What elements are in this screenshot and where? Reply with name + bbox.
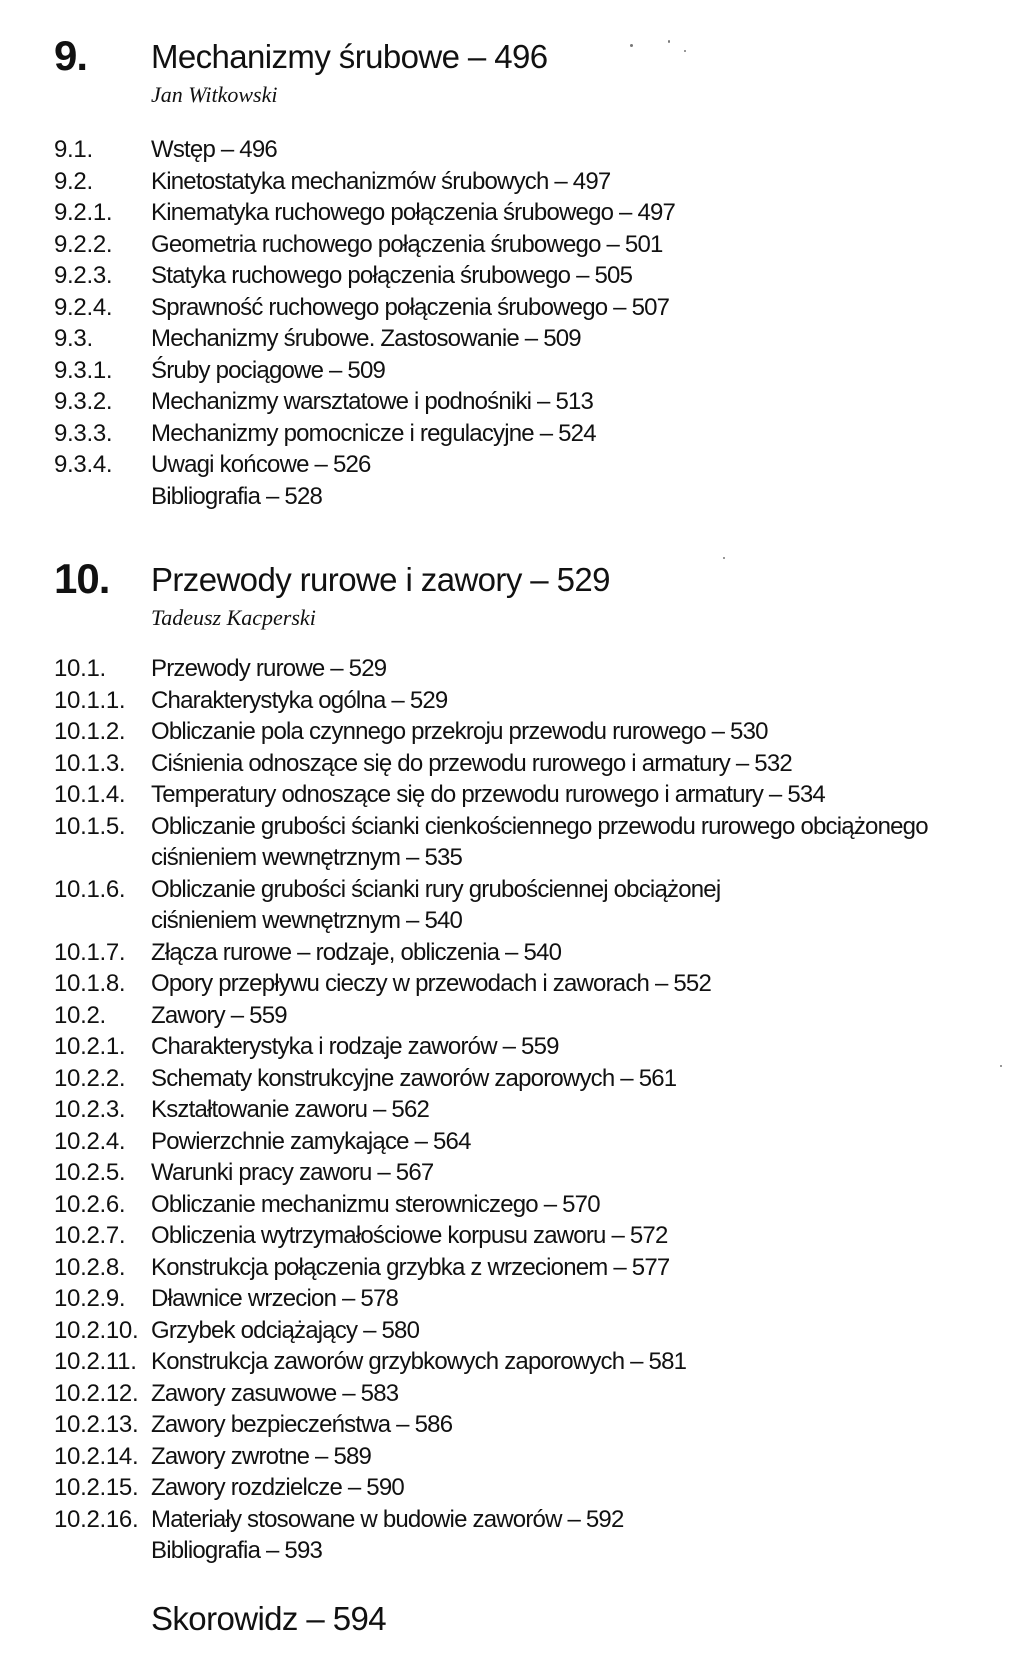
- chapter-title: Mechanizmy śrubowe – 496: [151, 38, 548, 75]
- entry-title: Przewody rurowe – 529: [151, 655, 387, 682]
- entry-title: Obliczanie mechanizmu sterowniczego – 570: [151, 1190, 600, 1218]
- toc-entry: [0, 197, 1032, 229]
- toc-entry-bibliography: [0, 481, 1032, 513]
- entry-title: Zawory bezpieczeństwa – 586: [151, 1411, 453, 1438]
- entry-number: 10.1.5.: [54, 812, 126, 840]
- entry-title: Opory przepływu cieczy w przewodach i zaworach – 552: [151, 970, 712, 997]
- toc-entry: [0, 1189, 1032, 1221]
- toc-entry: [0, 1031, 1032, 1063]
- entry-title: Mechanizmy pomocnicze i regulacyjne – 524: [151, 419, 596, 447]
- entry-number: 10.2.14.: [54, 1442, 139, 1470]
- entry-title: Kinetostatyka mechanizmów śrubowych – 497: [151, 167, 611, 195]
- toc-entry: [0, 449, 1032, 481]
- entry-number: 10.1.1.: [54, 686, 126, 714]
- entry-title: Statyka ruchowego połączenia śrubowego – 505: [151, 262, 633, 289]
- entry-number: 10.1.: [54, 655, 106, 682]
- toc-entry: [0, 1252, 1032, 1284]
- toc-entry: [0, 292, 1032, 324]
- entry-number: 9.2.1.: [54, 199, 113, 226]
- chapter-author: Jan Witkowski: [151, 82, 278, 107]
- entry-number: 9.3.3.: [54, 419, 113, 447]
- entry-title: Materiały stosowane w budowie zaworów – 592: [151, 1505, 624, 1533]
- entry-number: 10.2.3.: [54, 1096, 126, 1123]
- toc-entry: [0, 260, 1032, 292]
- toc-entry: [0, 386, 1032, 418]
- toc-entry: [0, 685, 1032, 717]
- entry-number: 10.2.1.: [54, 1033, 126, 1060]
- toc-entry: [0, 1504, 1032, 1536]
- index-heading: Skorowidz – 594: [151, 1600, 386, 1637]
- toc-entry: [0, 779, 1032, 811]
- toc-entry: [0, 1378, 1032, 1410]
- entry-number: 9.3.1.: [54, 356, 113, 384]
- entry-title: Powierzchnie zamykające – 564: [151, 1127, 471, 1155]
- entry-title: Grzybek odciążający – 580: [151, 1316, 420, 1344]
- entry-title: Ciśnienia odnoszące się do przewodu rurowego i armatury – 532: [151, 749, 792, 777]
- entry-number: 10.2.4.: [54, 1127, 126, 1155]
- entry-title: Bibliografia – 593: [151, 1537, 323, 1564]
- toc-entry: [0, 1472, 1032, 1504]
- entry-title: Bibliografia – 528: [151, 482, 323, 510]
- entry-number: 10.2.12.: [54, 1379, 139, 1407]
- entry-number: 10.2.9.: [54, 1285, 126, 1312]
- toc-entry: [0, 1063, 1032, 1095]
- entry-number: 10.2.5.: [54, 1159, 126, 1186]
- toc-entry: [0, 166, 1032, 198]
- toc-entry: [0, 1441, 1032, 1473]
- entry-title: Mechanizmy warsztatowe i podnośniki – 513: [151, 388, 594, 415]
- chapter-number: 9.: [54, 32, 88, 79]
- toc-entry: [0, 134, 1032, 166]
- entry-number: 9.3.2.: [54, 388, 113, 415]
- entry-number: 10.2.: [54, 1001, 106, 1029]
- toc-entry: [0, 1315, 1032, 1347]
- entry-title: Kształtowanie zaworu – 562: [151, 1096, 430, 1123]
- entry-title: Konstrukcja połączenia grzybka z wrzecionem – 577: [151, 1253, 670, 1281]
- toc-entry: [0, 323, 1032, 355]
- entry-number: 10.2.10.: [54, 1316, 139, 1344]
- entry-number: 10.1.8.: [54, 970, 126, 997]
- toc-entry: [0, 1409, 1032, 1441]
- entry-title: Złącza rurowe – rodzaje, obliczenia – 540: [151, 938, 562, 966]
- toc-entry: [0, 1346, 1032, 1378]
- entry-number: 10.1.6.: [54, 875, 126, 903]
- entry-number: 10.2.13.: [54, 1411, 139, 1438]
- chapter-9: [0, 28, 1032, 512]
- entry-title: Schematy konstrukcyjne zaworów zaporowych – 561: [151, 1064, 677, 1092]
- entry-title: Wstęp – 496: [151, 136, 277, 163]
- entry-title: Temperatury odnoszące się do przewodu rurowego i armatury – 534: [151, 781, 825, 808]
- entry-number: 9.2.: [54, 167, 93, 195]
- chapter-10: [0, 551, 1032, 1567]
- entry-number: 10.1.3.: [54, 749, 126, 777]
- toc-entry: [0, 1157, 1032, 1189]
- entry-title: Obliczanie pola czynnego przekroju przewodu rurowego – 530: [151, 718, 768, 745]
- entry-number: 9.2.4.: [54, 293, 113, 321]
- entry-number: 10.2.2.: [54, 1064, 126, 1092]
- entry-title: Charakterystyka i rodzaje zaworów – 559: [151, 1033, 559, 1060]
- entry-title: Obliczanie grubości ścianki cienkościennego przewodu rurowego obciążonego ciśnieniem wewnętrznym – 535: [151, 812, 928, 871]
- entry-number: 10.2.16.: [54, 1505, 139, 1533]
- entry-number: 9.1.: [54, 136, 93, 163]
- entry-title: Warunki pracy zaworu – 567: [151, 1159, 434, 1186]
- entry-number: 9.2.3.: [54, 262, 113, 289]
- toc-entry: [0, 968, 1032, 1000]
- entry-number: 9.3.4.: [54, 451, 113, 478]
- toc-list: [0, 134, 1032, 512]
- chapter-title: Przewody rurowe i zawory – 529: [151, 561, 610, 598]
- chapter-number: 10.: [54, 555, 110, 602]
- chapter-heading: [0, 28, 1032, 84]
- toc-entry: [0, 1094, 1032, 1126]
- entry-title: Mechanizmy śrubowe. Zastosowanie – 509: [151, 325, 581, 352]
- entry-title: Obliczenia wytrzymałościowe korpusu zaworu – 572: [151, 1222, 668, 1249]
- toc-list: [0, 653, 1032, 1567]
- entry-number: 10.2.8.: [54, 1253, 126, 1281]
- entry-number: 10.2.6.: [54, 1190, 126, 1218]
- entry-title: Geometria ruchowego połączenia śrubowego – 501: [151, 230, 663, 258]
- entry-title: Obliczanie grubości ścianki rury grubościennej obciążonej ciśnieniem wewnętrznym – 540: [151, 875, 721, 934]
- entry-number: 10.2.7.: [54, 1222, 126, 1249]
- entry-title: Zawory rozdzielcze – 590: [151, 1474, 404, 1501]
- toc-entry: [0, 1126, 1032, 1158]
- entry-number: 10.1.2.: [54, 718, 126, 745]
- toc-entry: [0, 418, 1032, 450]
- entry-title: Sprawność ruchowego połączenia śrubowego – 507: [151, 293, 670, 321]
- toc-entry-bibliography: [0, 1535, 1032, 1567]
- toc-entry: [0, 716, 1032, 748]
- toc-entry: [0, 1220, 1032, 1252]
- entry-title: Zawory zasuwowe – 583: [151, 1379, 399, 1407]
- entry-number: 9.3.: [54, 325, 93, 352]
- entry-number: 9.2.2.: [54, 230, 113, 258]
- entry-number: 10.1.7.: [54, 938, 126, 966]
- toc-entry: [0, 874, 1032, 937]
- toc-entry: [0, 748, 1032, 780]
- entry-title: Zawory zwrotne – 589: [151, 1442, 372, 1470]
- entry-number: 10.1.4.: [54, 781, 126, 808]
- entry-title: Śruby pociągowe – 509: [151, 356, 386, 384]
- toc-entry: [0, 1283, 1032, 1315]
- toc-entry: [0, 937, 1032, 969]
- toc-entry: [0, 811, 1032, 874]
- entry-number: 10.2.11.: [54, 1348, 137, 1375]
- entry-number: 10.2.15.: [54, 1474, 139, 1501]
- entry-title: Zawory – 559: [151, 1001, 287, 1029]
- toc-entry: [0, 1000, 1032, 1032]
- toc-entry: [0, 653, 1032, 685]
- entry-title: Kinematyka ruchowego połączenia śrubowego – 497: [151, 199, 676, 226]
- entry-title: Konstrukcja zaworów grzybkowych zaporowych – 581: [151, 1348, 687, 1375]
- entry-title: Uwagi końcowe – 526: [151, 451, 371, 478]
- entry-title: Charakterystyka ogólna – 529: [151, 686, 448, 714]
- chapter-heading: [0, 551, 1032, 607]
- entry-title: Dławnice wrzecion – 578: [151, 1285, 399, 1312]
- chapter-author: Tadeusz Kacperski: [151, 605, 316, 630]
- toc-entry: [0, 229, 1032, 261]
- toc-entry: [0, 355, 1032, 387]
